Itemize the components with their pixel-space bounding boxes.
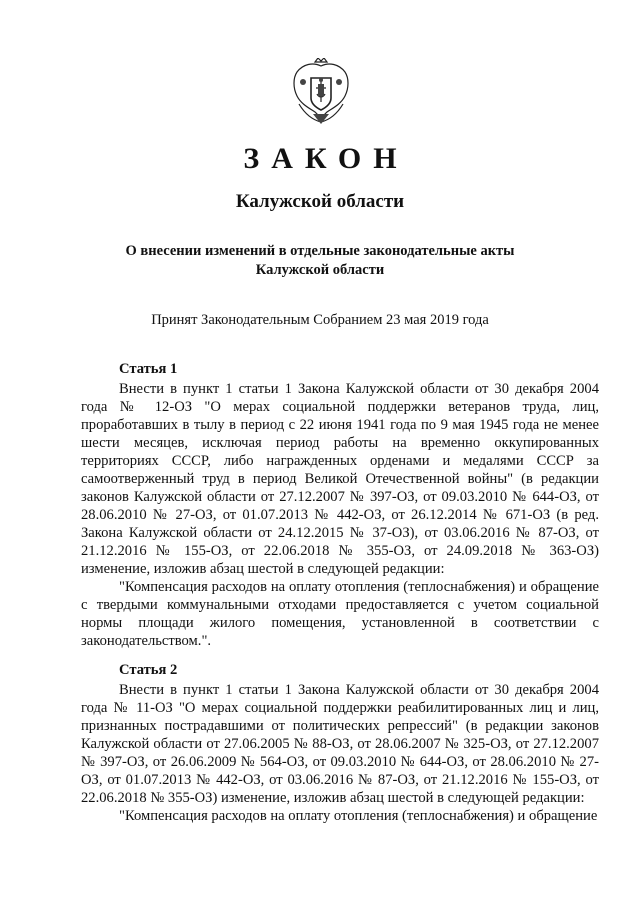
article-2 xyxy=(81,661,599,825)
adoption-note: Принят Законодательным Собранием 23 мая 2019 года xyxy=(151,312,489,328)
article-paragraph: "Компенсация расходов на оплату отопления (теплоснабжения) и обращение xyxy=(119,808,598,824)
document-subtitle: Калужской области xyxy=(235,191,405,212)
document-title: ЗАКОН xyxy=(243,142,409,175)
law-heading-line-1: О внесении изменений в отдельные законодательные акты xyxy=(125,243,515,259)
coat-of-arms-icon xyxy=(289,58,353,126)
article-paragraph: "Компенсация расходов на оплату отопления (теплоснабжения) и обращение с твердыми коммунальными отходами предоставляется с учетом социальной нормы площади жилого помещения, установленной в соответствии с законодательством.". xyxy=(81,579,599,649)
article-paragraph: Внести в пункт 1 статьи 1 Закона Калужской области от 30 декабря 2004 года № 12-ОЗ "О мерах социальной поддержки ветеранов труда, лиц, проработавших в тылу в период с 22 июня 1941 года по 9 мая 1945 года не менее шести месяцев, исключая период работы на временно оккупированных территориях СССР, либо награжденных орденами и медалями СССР за самоотверженный труд в период Великой Отечественной войны" (в редакции законов Калужской области от 27.12.2007 № 397-ОЗ, от 09.03.2010 № 644-ОЗ, от 28.06.2010 № 27-ОЗ, от 01.07.2013 № 442-ОЗ, от 26.12.2014 № 671-ОЗ (в ред. Закона Калужской области от 24.12.2015 № 37-ОЗ), от 03.06.2016 № 87-ОЗ, от 21.12.2016 № 155-ОЗ, от 22.06.2018 № 355-ОЗ, от 24.09.2018 № 363-ОЗ) изменение, изложив абзац шестой в следующей редакции: xyxy=(81,381,599,577)
law-heading-line-2: Калужской области xyxy=(255,262,385,278)
law-heading xyxy=(120,242,520,280)
article-title: Статья 1 xyxy=(119,361,178,377)
article-paragraph: Внести в пункт 1 статьи 1 Закона Калужской области от 30 декабря 2004 года № 11-ОЗ "О мерах социальной поддержки реабилитированных лиц и лиц, признанных пострадавшими от политических репрессий" (в редакции законов Калужской области от 27.06.2005 № 88-ОЗ, от 28.06.2007 № 325-ОЗ, от 27.12.2007 № 397-ОЗ, от 26.06.2009 № 564-ОЗ, от 09.03.2010 № 644-ОЗ, от 28.06.2010 № 27-ОЗ, от 01.07.2013 № 442-ОЗ, от 03.06.2016 № 87-ОЗ, от 21.12.2016 № 155-ОЗ, от 22.06.2018 № 355-ОЗ) изменение, изложив абзац шестой в следующей редакции: xyxy=(81,682,599,806)
article-1 xyxy=(81,360,599,650)
article-title: Статья 2 xyxy=(119,662,178,678)
